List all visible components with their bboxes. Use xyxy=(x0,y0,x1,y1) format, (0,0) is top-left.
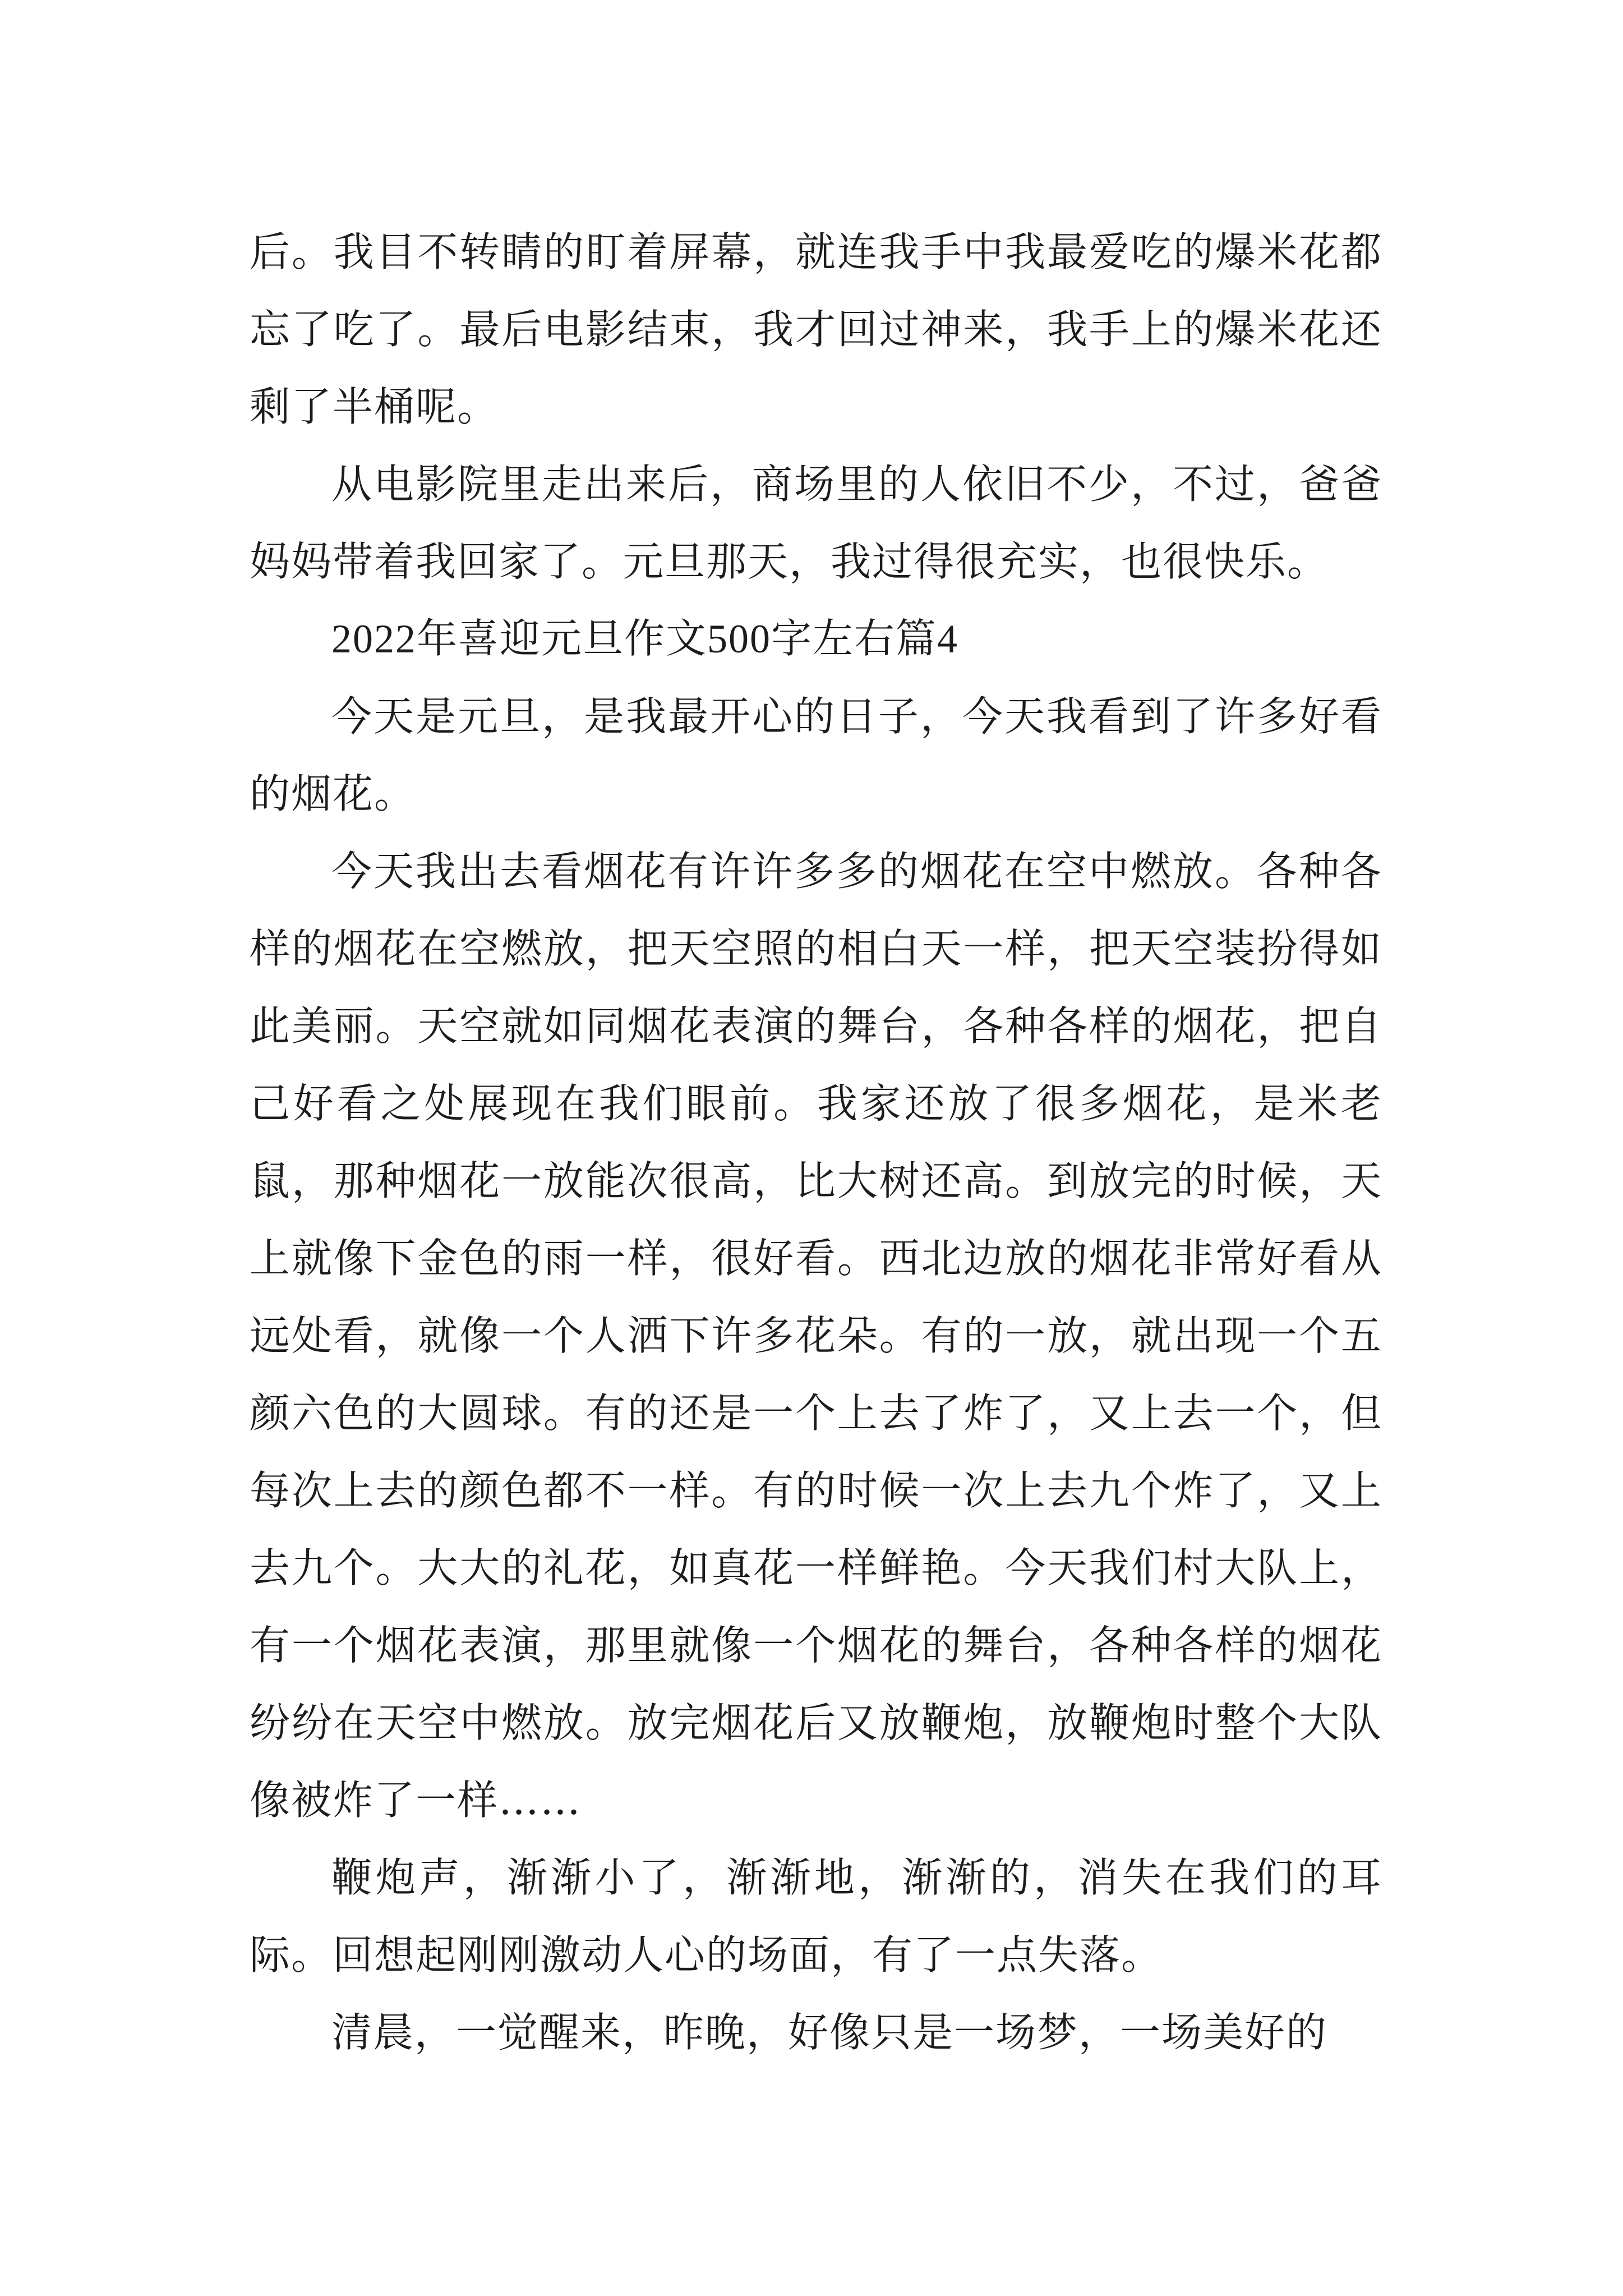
paragraph: 今天是元旦，是我最开心的日子，今天我看到了许多好看的烟花。 xyxy=(250,693,1382,817)
section-heading: 2022年喜迎元旦作文500字左右篇4 xyxy=(331,616,959,661)
essay-body xyxy=(250,213,1382,2071)
paragraph: 今天我出去看烟花有许许多多的烟花在空中燃放。各种各样的烟花在空燃放，把天空照的相白天一样，把天空装扮得如此美丽。天空就如同烟花表演的舞台，各种各样的烟花，把自己好看之处展现在我们眼前。我家还放了很多烟花，是米老鼠，那种烟花一放能次很高，比大树还高。到放完的时候，天上就像下金色的雨一样，很好看。西北边放的烟花非常好看从远处看，就像一个人洒下许多花朵。有的一放，就出现一个五颜六色的大圆球。有的还是一个上去了炸了，又上去一个，但每次上去的颜色都不一样。有的时候一次上去九个炸了，又上去九个。大大的礼花，如真花一样鲜艳。今天我们村大队上，有一个烟花表演，那里就像一个烟花的舞台，各种各样的烟花纷纷在天空中燃放。放完烟花后又放鞭炮，放鞭炮时整个大队像被炸了一样…… xyxy=(250,848,1382,1824)
paragraph: 鞭炮声，渐渐小了，渐渐地，渐渐的，消失在我们的耳际。回想起刚刚激动人心的场面，有了一点失落。 xyxy=(250,1854,1382,1978)
paragraph: 从电影院里走出来后，商场里的人依旧不少，不过，爸爸妈妈带着我回家了。元旦那天，我过得很充实，也很快乐。 xyxy=(250,461,1382,585)
paragraph-truncated: 清晨，一觉醒来，昨晚，好像只是一场梦，一场美好的 xyxy=(331,2009,1328,2056)
paragraph-continuation: 后。我目不转睛的盯着屏幕，就连我手中我最爱吃的爆米花都忘了吃了。最后电影结束，我才回过神来，我手上的爆米花还剩了半桶呢。 xyxy=(250,228,1382,430)
